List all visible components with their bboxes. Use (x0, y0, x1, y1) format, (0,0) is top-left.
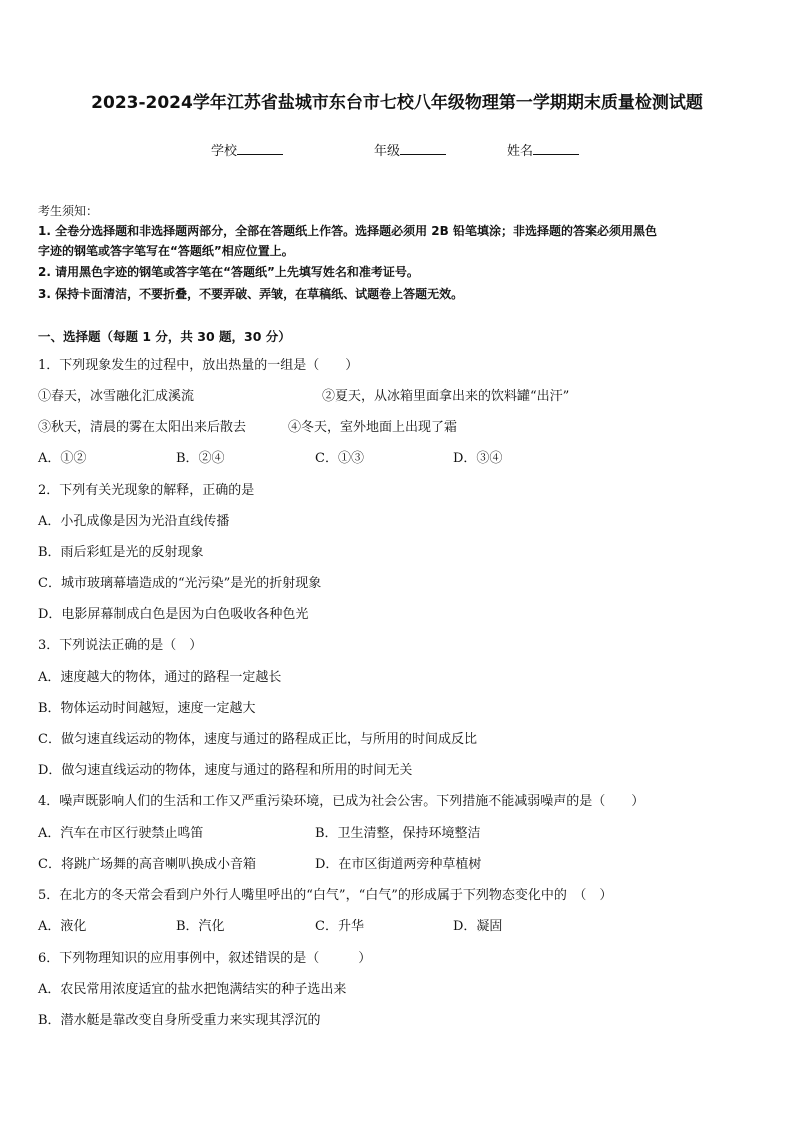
q6-stem: 6．下列物理知识的应用事例中，叙述错误的是（ ） (38, 951, 372, 966)
section-title: 一、选择题（每题 1 分，共 30 题，30 分） (38, 329, 291, 344)
q4-option-d[interactable]: D．在市区街道两旁种草植树 (315, 857, 482, 872)
notice-heading: 考生须知： (38, 204, 99, 218)
q3-option-c[interactable]: C．做匀速直线运动的物体，速度与通过的路程成正比，与所用的时间成反比 (38, 732, 477, 747)
q3-option-b[interactable]: B．物体运动时间越短，速度一定越大 (38, 701, 256, 716)
school-blank[interactable] (237, 142, 283, 155)
q3-option-a[interactable]: A．速度越大的物体，通过的路程一定越长 (38, 670, 282, 685)
q1-option-c[interactable]: C．①③ (315, 451, 364, 466)
q2-stem: 2．下列有关光现象的解释，正确的是 (38, 483, 255, 498)
notice-item-1a: 1. 全卷分选择题和非选择题两部分，全部在答题纸上作答。选择题必须用 2B 铅笔填涂；非选择题的答案必须用黑色 (38, 224, 657, 238)
name-label: 姓名 (507, 144, 534, 159)
notice-item-2: 2. 请用黑色字迹的钢笔或答字笔在“答题纸”上先填写姓名和准考证号。 (38, 265, 419, 279)
grade-blank[interactable] (400, 142, 446, 155)
q5-option-d[interactable]: D．凝固 (453, 919, 503, 934)
info-fields (0, 140, 794, 160)
q1-statement-3: ③秋天，清晨的雾在太阳出来后散去 (38, 420, 247, 435)
q2-option-c[interactable]: C．城市玻璃幕墙造成的“光污染”是光的折射现象 (38, 576, 322, 591)
q2-option-a[interactable]: A．小孔成像是因为光沿直线传播 (38, 514, 230, 529)
school-field[interactable] (211, 140, 283, 159)
q6-option-a[interactable]: A．农民常用浓度适宜的盐水把饱满结实的种子选出来 (38, 982, 347, 997)
q5-option-b[interactable]: B．汽化 (176, 919, 225, 934)
q1-statement-4: ④冬天，室外地面上出现了霜 (288, 420, 458, 435)
notice-item-3: 3. 保持卡面清洁，不要折叠，不要弄破、弄皱，在草稿纸、试题卷上答题无效。 (38, 287, 464, 301)
q5-option-c[interactable]: C．升华 (315, 919, 364, 934)
q5-stem: 5．在北方的冬天常会看到户外行人嘴里呼出的“白气”，“白气”的形成属于下列物态变化中的 （ ） (38, 888, 613, 903)
q3-stem: 3．下列说法正确的是（ ） (38, 638, 203, 653)
q5-option-a[interactable]: A．液化 (38, 919, 87, 934)
q1-option-d[interactable]: D．③④ (453, 451, 503, 466)
q1-statement-1: ①春天，冰雪融化汇成溪流 (38, 389, 195, 404)
q1-statement-2: ②夏天，从冰箱里面拿出来的饮料罐“出汗” (322, 389, 570, 404)
q4-option-a[interactable]: A．汽车在市区行驶禁止鸣笛 (38, 826, 204, 841)
name-blank[interactable] (533, 142, 579, 155)
q1-stem: 1．下列现象发生的过程中，放出热量的一组是（ ） (38, 358, 359, 373)
school-label: 学校 (211, 144, 238, 159)
q2-option-d[interactable]: D．电影屏幕制成白色是因为白色吸收各种色光 (38, 607, 309, 622)
name-field[interactable] (507, 140, 579, 159)
q6-option-b[interactable]: B．潜水艇是靠改变自身所受重力来实现其浮沉的 (38, 1013, 321, 1028)
q2-option-b[interactable]: B．雨后彩虹是光的反射现象 (38, 545, 204, 560)
q4-option-c[interactable]: C．将跳广场舞的高音喇叭换成小音箱 (38, 857, 256, 872)
q3-option-d[interactable]: D．做匀速直线运动的物体，速度与通过的路程和所用的时间无关 (38, 763, 413, 778)
q4-option-b[interactable]: B．卫生清整，保持环境整洁 (315, 826, 481, 841)
q1-option-a[interactable]: A．①② (38, 451, 87, 466)
notice-item-1b: 字迹的钢笔或答字笔写在“答题纸”相应位置上。 (38, 244, 294, 258)
q1-option-b[interactable]: B．②④ (176, 451, 225, 466)
page-title: 2023-2024学年江苏省盐城市东台市七校八年级物理第一学期期末质量检测试题 (91, 93, 703, 113)
q4-stem: 4．噪声既影响人们的生活和工作又严重污染环境，已成为社会公害。下列措施不能减弱噪声的是（ ） (38, 794, 645, 809)
grade-label: 年级 (374, 144, 401, 159)
grade-field[interactable] (374, 140, 446, 159)
